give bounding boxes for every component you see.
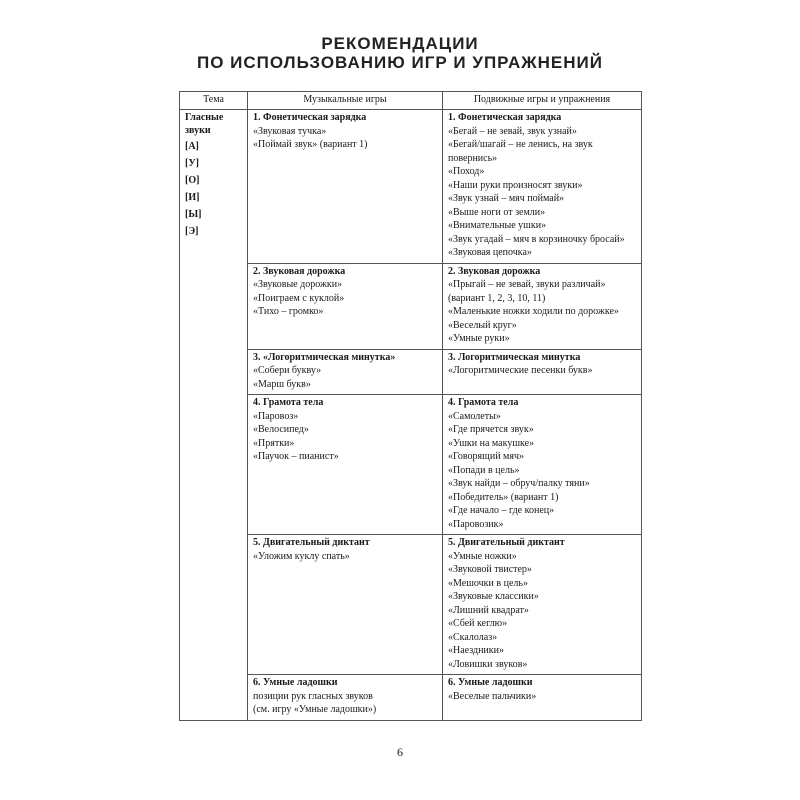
sound-label: [Ы] [185, 209, 202, 220]
section-title: 2. Звуковая дорожка [448, 265, 541, 277]
game-item: «Уложим куклу спать» [253, 550, 350, 562]
game-item: «Лишний квадрат» [448, 604, 529, 616]
game-item: «Звук найди – обруч/палку тяни» [448, 478, 590, 489]
section-title: 4. Грамота тела [448, 397, 519, 408]
header-topic: Тема [180, 92, 248, 110]
movement-games-cell [443, 675, 642, 721]
game-item: «Самолеты» [448, 410, 501, 422]
game-item: «Прятки» [253, 437, 295, 449]
header-movement-games: Подвижные игры и упражнения [443, 92, 642, 110]
game-item: «Марш букв» [253, 378, 311, 390]
game-item: позиции рук гласных звуков [253, 690, 373, 702]
section-title: 1. Фонетическая зарядка [253, 112, 367, 123]
game-item: «Звуковая цепочка» [448, 247, 532, 258]
game-item: «Веселый круг» [448, 319, 517, 331]
sound-label: [О] [185, 175, 200, 186]
game-item: «Звуковые дорожки» [253, 279, 343, 290]
game-item: «Веселые пальчики» [448, 690, 537, 702]
game-item: «Паровоз» [253, 410, 299, 422]
game-item: «Наездники» [448, 645, 504, 656]
game-item: «Внимательные ушки» [448, 220, 547, 231]
page-title: РЕКОМЕНДАЦИИ [321, 34, 479, 53]
game-item: «Тихо – громко» [253, 306, 324, 317]
game-item: «Наши руки произносят звуки» [448, 179, 583, 191]
game-item: «Выше ноги от земли» [448, 206, 546, 218]
page-subtitle: ПО ИСПОЛЬЗОВАНИЮ ИГР И УПРАЖНЕНИЙ [197, 53, 603, 72]
topic-cell [180, 110, 248, 721]
movement-games-cell [443, 535, 642, 675]
game-item: «Умные ножки» [448, 550, 517, 562]
game-item: «Поход» [448, 166, 485, 177]
music-games-cell [248, 675, 443, 721]
section-title: 4. Грамота тела [253, 397, 324, 408]
recommendations-table [179, 91, 642, 721]
game-item: «Собери букву» [253, 365, 322, 376]
game-item: «Где начало – где конец» [448, 505, 555, 516]
game-item: «Велосипед» [253, 424, 309, 435]
topic-title: Гласные звуки [185, 112, 224, 136]
game-item: «Бегай/шагай – не ленись, на звук повернись» [448, 139, 593, 164]
music-games-cell [248, 110, 443, 264]
game-item: «Ловишки звуков» [448, 658, 528, 670]
table-row [180, 263, 642, 349]
game-item: «Говорящий мяч» [448, 451, 525, 462]
music-games-cell [248, 263, 443, 349]
sound-label: [Э] [185, 226, 199, 237]
game-item: «Где прячется звук» [448, 424, 534, 435]
game-item: «Ушки на макушке» [448, 437, 535, 449]
table-row [180, 349, 642, 395]
game-item: «Скалолаз» [448, 631, 498, 643]
game-item: «Звуковые классики» [448, 591, 539, 602]
game-item: «Поиграем с куклой» [253, 292, 345, 304]
game-item: «Паровозик» [448, 518, 504, 530]
sound-label: [А] [185, 141, 199, 152]
table-body [180, 110, 642, 721]
section-title: 6. Умные ладошки [448, 677, 533, 688]
game-item: (см. игру «Умные ладошки») [253, 704, 377, 715]
game-item: «Паучок – пианист» [253, 451, 339, 462]
sound-label: [У] [185, 158, 199, 169]
music-games-cell [248, 535, 443, 675]
table-row [180, 675, 642, 721]
header-music-games: Музыкальные игры [248, 92, 443, 110]
table-row [180, 535, 642, 675]
section-title: 6. Умные ладошки [253, 677, 338, 688]
game-item: «Победитель» (вариант 1) [448, 491, 559, 503]
game-item: «Звуковой твистер» [448, 564, 532, 575]
game-item: «Звук узнай – мяч поймай» [448, 193, 565, 204]
game-item: «Бегай – не зевай, звук узнай» [448, 125, 577, 137]
music-games-cell [248, 349, 443, 395]
music-games-cell [248, 395, 443, 535]
game-item: «Звук угадай – мяч в корзиночку бросай» [448, 233, 625, 245]
sound-label: [И] [185, 192, 200, 203]
game-item: «Звуковая тучка» [253, 125, 327, 137]
section-title: 3. «Логоритмическая минутка» [253, 351, 396, 363]
game-item: «Прыгай – не зевай, звуки различай» [448, 279, 606, 290]
section-title: 1. Фонетическая зарядка [448, 112, 562, 123]
game-item: «Маленькие ножки ходили по дорожке» [448, 306, 619, 317]
table-row [180, 395, 642, 535]
table-row [180, 110, 642, 264]
movement-games-cell [443, 395, 642, 535]
section-title: 5. Двигательный диктант [448, 537, 565, 548]
movement-games-cell [443, 110, 642, 264]
section-title: 3. Логоритмическая минутка [448, 351, 581, 363]
game-item: «Умные руки» [448, 333, 510, 344]
game-item: «Логоритмические песенки букв» [448, 365, 593, 376]
movement-games-cell [443, 349, 642, 395]
game-item: «Сбей кеглю» [448, 618, 508, 629]
movement-games-cell [443, 263, 642, 349]
section-title: 2. Звуковая дорожка [253, 265, 346, 277]
game-item: «Мешочки в цель» [448, 577, 528, 589]
page-number: 6 [397, 745, 403, 759]
section-title: 5. Двигательный диктант [253, 537, 370, 548]
game-item: «Попади в цель» [448, 464, 520, 476]
table-header-row [180, 92, 642, 110]
game-item: «Поймай звук» (вариант 1) [253, 139, 368, 150]
game-item: (вариант 1, 2, 3, 10, 11) [448, 292, 546, 304]
